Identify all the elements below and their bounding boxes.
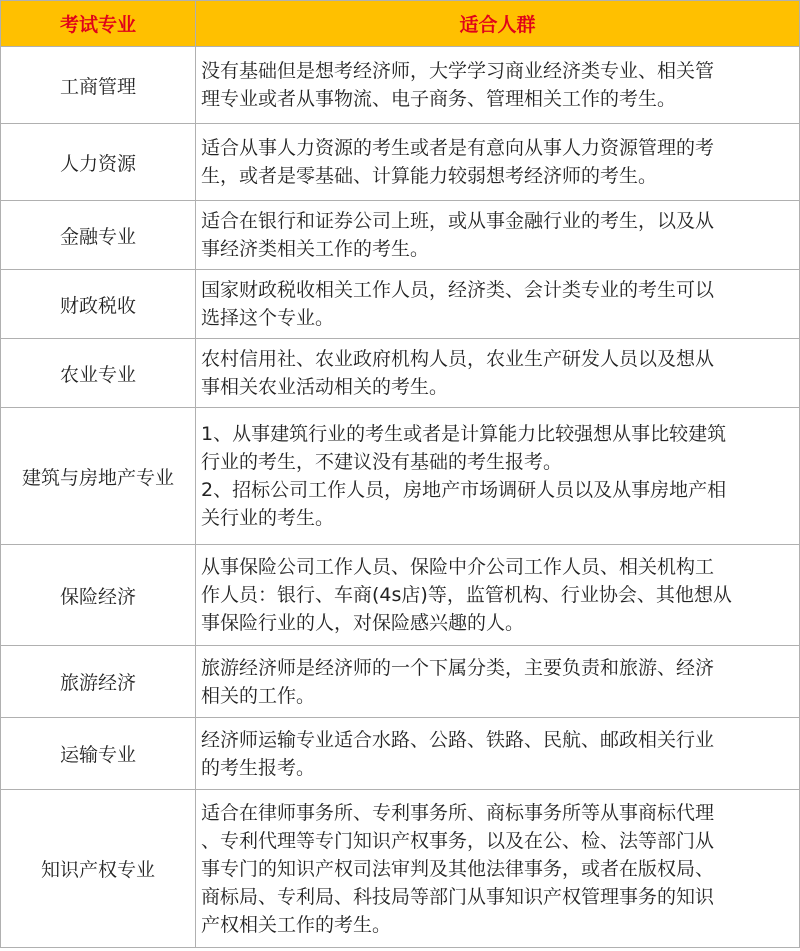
table-row bbox=[1, 124, 800, 201]
major-description bbox=[196, 408, 800, 545]
description-line: 适合从事人力资源的考生或者是有意向从事人力资源管理的考 bbox=[201, 137, 715, 159]
major-name: 保险经济 bbox=[1, 545, 196, 646]
description-line: 理专业或者从事物流、电子商务、管理相关工作的考生。 bbox=[201, 88, 677, 110]
table-row bbox=[1, 201, 800, 270]
description-line: 关行业的考生。 bbox=[201, 507, 335, 529]
description-line: 商标局、专利局、科技局等部门从事知识产权管理事务的知识 bbox=[201, 885, 715, 908]
description-line: 生，或者是零基础、计算能力较弱想考经济师的考生。 bbox=[201, 165, 658, 187]
description-line: 适合在律师事务所、专利事务所、商标事务所等从事商标代理 bbox=[201, 801, 715, 824]
description-line: 适合在银行和证券公司上班，或从事金融行业的考生，以及从 bbox=[201, 210, 715, 232]
table-row bbox=[1, 545, 800, 646]
major-name: 工商管理 bbox=[1, 47, 196, 124]
table-row bbox=[1, 408, 800, 545]
major-name: 人力资源 bbox=[1, 124, 196, 201]
description-line: 没有基础但是想考经济师，大学学习商业经济类专业、相关管 bbox=[201, 60, 715, 82]
description-line: 经济师运输专业适合水路、公路、铁路、民航、邮政相关行业 bbox=[201, 728, 715, 751]
table-row bbox=[1, 646, 800, 718]
description-line: 事相关农业活动相关的考生。 bbox=[201, 376, 449, 398]
table-row bbox=[1, 270, 800, 339]
description-line: 1、从事建筑行业的考生或者是计算能力比较强想从事比较建筑 bbox=[201, 423, 727, 445]
table-row bbox=[1, 790, 800, 948]
description-line: 相关的工作。 bbox=[201, 684, 316, 707]
table-header-row bbox=[1, 1, 800, 47]
description-line: 的考生报考。 bbox=[201, 756, 316, 779]
table-row bbox=[1, 47, 800, 124]
description-line: 事保险行业的人，对保险感兴趣的人。 bbox=[201, 612, 525, 634]
major-name: 运输专业 bbox=[1, 718, 196, 790]
table-row bbox=[1, 339, 800, 408]
description-line: 农村信用社、农业政府机构人员，农业生产研发人员以及想从 bbox=[201, 348, 715, 370]
major-description bbox=[196, 339, 800, 408]
description-line: 旅游经济师是经济师的一个下属分类，主要负责和旅游、经济 bbox=[201, 656, 715, 679]
description-line: 国家财政税收相关工作人员，经济类、会计类专业的考生可以 bbox=[201, 279, 715, 301]
description-line: 事经济类相关工作的考生。 bbox=[201, 238, 430, 260]
description-line: 行业的考生，不建议没有基础的考生报考。 bbox=[201, 451, 563, 473]
major-description bbox=[196, 790, 800, 948]
description-line: 事专门的知识产权司法审判及其他法律事务，或者在版权局、 bbox=[201, 857, 715, 880]
table-row bbox=[1, 718, 800, 790]
major-name: 金融专业 bbox=[1, 201, 196, 270]
description-line: 产权相关工作的考生。 bbox=[201, 913, 392, 936]
description-line: 从事保险公司工作人员、保险中介公司工作人员、相关机构工 bbox=[201, 556, 715, 578]
major-name: 农业专业 bbox=[1, 339, 196, 408]
description-line: 作人员：银行、车商(4s店)等，监管机构、行业协会、其他想从 bbox=[201, 584, 732, 606]
major-description bbox=[196, 124, 800, 201]
header-target-audience: 适合人群 bbox=[196, 1, 800, 47]
header-exam-major: 考试专业 bbox=[1, 1, 196, 47]
major-description bbox=[196, 718, 800, 790]
description-line: 、专利代理等专门知识产权事务，以及在公、检、法等部门从 bbox=[201, 829, 715, 852]
major-description bbox=[196, 201, 800, 270]
major-name: 知识产权专业 bbox=[1, 790, 196, 948]
major-name: 旅游经济 bbox=[1, 646, 196, 718]
major-description bbox=[196, 545, 800, 646]
major-description bbox=[196, 47, 800, 124]
major-name: 建筑与房地产专业 bbox=[1, 408, 196, 545]
description-line: 2、招标公司工作人员，房地产市场调研人员以及从事房地产相 bbox=[201, 479, 727, 501]
major-description bbox=[196, 270, 800, 339]
major-description bbox=[196, 646, 800, 718]
description-line: 选择这个专业。 bbox=[201, 307, 335, 329]
major-name: 财政税收 bbox=[1, 270, 196, 339]
